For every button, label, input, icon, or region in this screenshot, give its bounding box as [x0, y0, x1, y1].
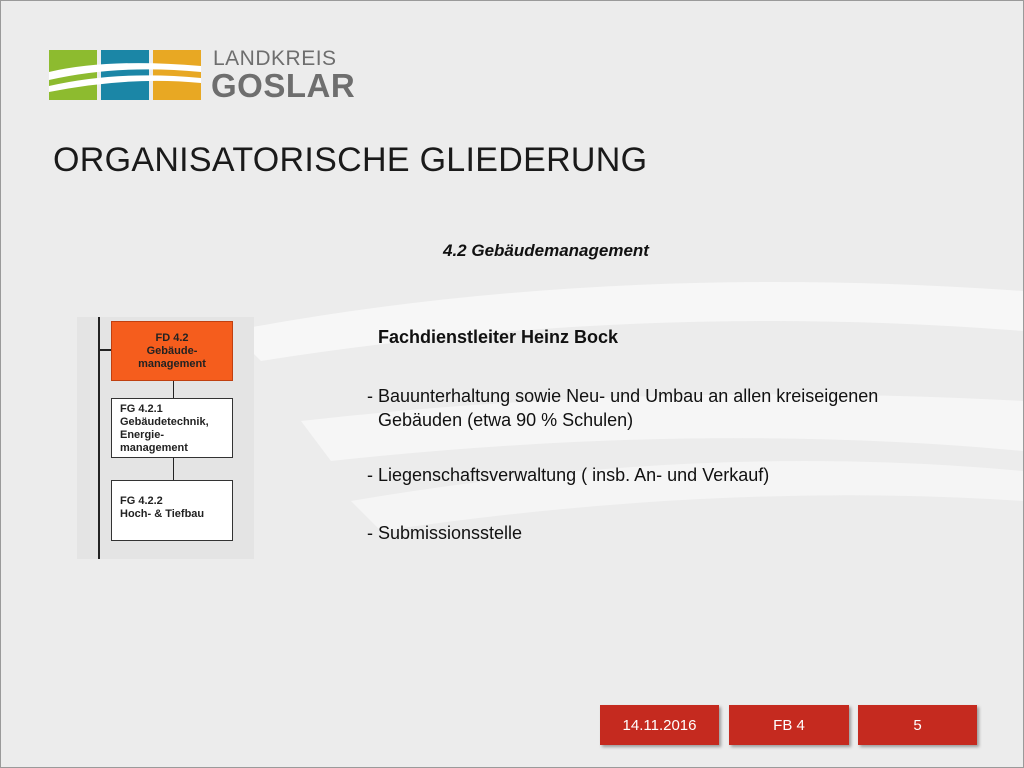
logo-text-goslar: GOSLAR	[211, 67, 356, 104]
footer-page-number: 5	[858, 705, 977, 745]
bullet-item	[367, 384, 878, 432]
org-box-fg-4-2-1	[111, 398, 233, 458]
org-box-line: Gebäudetechnik,	[120, 416, 209, 428]
bullet-text: - Liegenschaftsverwaltung ( insb. An- und Verkauf)	[367, 465, 770, 485]
org-box-line: FG 4.2.2	[120, 495, 163, 507]
org-box-line: Gebäude-	[146, 345, 198, 357]
department-head: Fachdienstleiter Heinz Bock	[378, 327, 619, 347]
org-chart-main-line	[98, 317, 100, 559]
bullet-text: - Submissionsstelle	[367, 523, 523, 543]
logo-text-landkreis: LANDKREIS	[213, 47, 337, 70]
org-box-line: management	[138, 358, 206, 370]
org-box-line: Hoch- & Tiefbau	[120, 508, 205, 520]
logo-blocks-icon	[49, 50, 201, 100]
landkreis-goslar-logo	[49, 47, 356, 104]
org-box-line: Energie-	[120, 429, 165, 441]
bullet-item	[367, 463, 769, 487]
org-box-fd-4-2	[111, 321, 233, 381]
section-subtitle: 4.2 Gebäudemanagement	[443, 241, 649, 260]
org-box-line: FG 4.2.1	[120, 403, 163, 415]
org-chart	[77, 317, 254, 559]
org-box-line: management	[120, 442, 188, 454]
org-chart-branch-line	[99, 349, 111, 351]
bullet-text: - Bauunterhaltung sowie Neu- und Umbau an allen kreiseigenen	[367, 386, 879, 406]
org-box-fg-4-2-2	[111, 480, 233, 541]
bullet-text-continuation: Gebäuden (etwa 90 % Schulen)	[378, 410, 634, 430]
bullet-item	[367, 521, 522, 545]
org-chart-connector	[173, 381, 174, 398]
footer-date: 14.11.2016	[600, 705, 719, 745]
slide-title: ORGANISATORISCHE GLIEDERUNG	[53, 141, 648, 179]
footer-department: FB 4	[729, 705, 849, 745]
org-box-line: FD 4.2	[155, 332, 189, 344]
org-chart-connector	[173, 458, 174, 480]
